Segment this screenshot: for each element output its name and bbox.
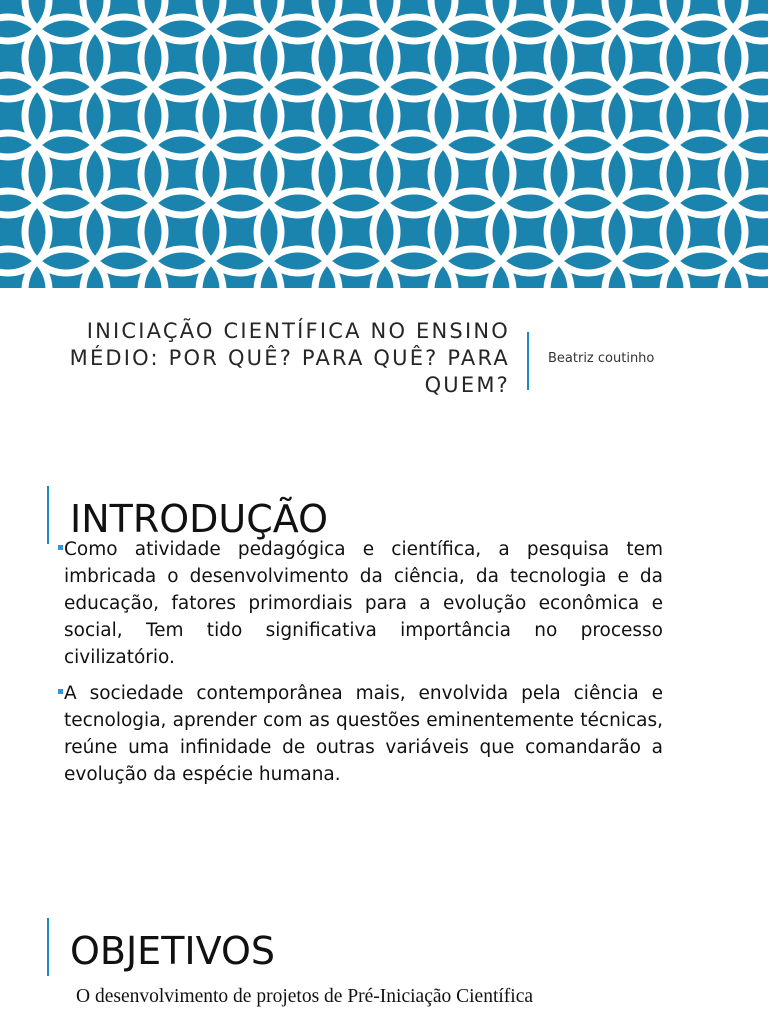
intro-accent-bar bbox=[47, 486, 49, 544]
intro-heading: INTRODUÇÃO bbox=[70, 497, 329, 541]
objectives-heading: OBJETIVOS bbox=[70, 929, 275, 973]
objectives-accent-bar bbox=[47, 918, 49, 976]
circle-lattice-pattern bbox=[0, 0, 768, 288]
intro-bullet-text: A sociedade contemporânea mais, envolvida pela ciência e tecnologia, aprender com as questões eminentemente técnicas, reúne uma infinidade de outras variáveis que comandarão a evolução da espécie humana. bbox=[64, 683, 663, 785]
title-divider bbox=[527, 332, 529, 390]
presentation-title: INICIAÇÃO CIENTÍFICA NO ENSINO MÉDIO: POR QUÊ? PARA QUÊ? PARA QUEM? bbox=[69, 319, 510, 397]
objectives-text: O desenvolvimento de projetos de Pré-Iniciação Científica bbox=[76, 986, 534, 1007]
intro-bullet-text: Como atividade pedagógica e científica, a pesquisa tem imbricada o desenvolvimento da ciência, da tecnologia e da educação, fatores primordiais para a evolução econômica e social, Tem tido significativa importância no processo civilizatório. bbox=[64, 539, 663, 668]
intro-bullet-item bbox=[58, 536, 663, 671]
decorative-pattern-banner bbox=[0, 0, 768, 288]
square-bullet-icon bbox=[58, 689, 63, 694]
intro-bullet-list bbox=[58, 536, 663, 797]
square-bullet-icon bbox=[58, 545, 63, 550]
author-name: Beatriz coutinho bbox=[548, 351, 655, 366]
intro-bullet-item bbox=[58, 680, 663, 788]
